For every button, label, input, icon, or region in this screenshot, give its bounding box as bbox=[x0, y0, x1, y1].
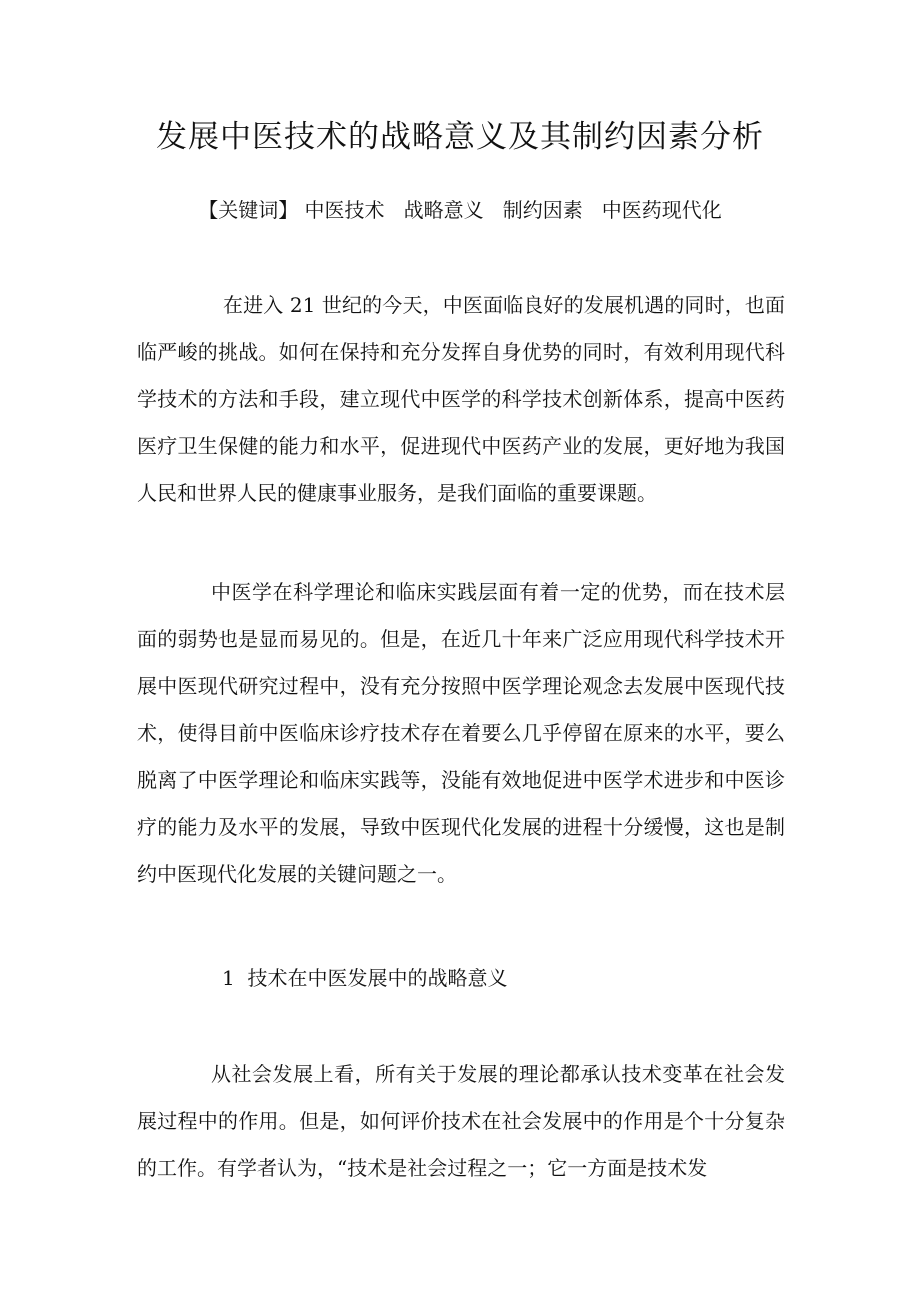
paragraph-social-development: 从社会发展上看，所有关于发展的理论都承认技术变革在社会发展过程中的作用。但是，如何评价技术在社会发展中的作用是个十分复杂的工作。有学者认为，“技术是社会过程之一；它一方面是技术发 bbox=[137, 1062, 785, 1180]
keywords-line: 【关键词】 中医技术 战略意义 制约因素 中医药现代化 bbox=[198, 198, 722, 222]
paragraph-technique-weakness: 中医学在科学理论和临床实践层面有着一定的优势，而在技术层面的弱势也是显而易见的。但是，在近几十年来广泛应用现代科学技术开展中医现代研究过程中，没有充分按照中医学理论观念去发展中医现代技术，使得目前中医临床诊疗技术存在着要么几乎停留在原来的水平，要么脱离了中医学理论和临床实践等，没能有效地促进中医学术进步和中医诊疗的能力及水平的发展，导致中医现代化发展的进程十分缓慢，这也是制约中医现代化发展的关键问题之一。 bbox=[137, 580, 785, 886]
paragraph-intro: 在进入 21 世纪的今天，中医面临良好的发展机遇的同时，也面临严峻的挑战。如何在保持和充分发挥自身优势的同时，有效利用现代科学技术的方法和手段，建立现代中医学的科学技术创新体系，提高中医药医疗卫生保健的能力和水平，促进现代中医药产业的发展，更好地为我国人民和世界人民的健康事业服务，是我们面临的重要课题。 bbox=[137, 293, 785, 505]
document-title: 发展中医技术的战略意义及其制约因素分析 bbox=[156, 119, 764, 155]
section-heading: 1 技术在中医发展中的战略意义 bbox=[222, 966, 508, 990]
